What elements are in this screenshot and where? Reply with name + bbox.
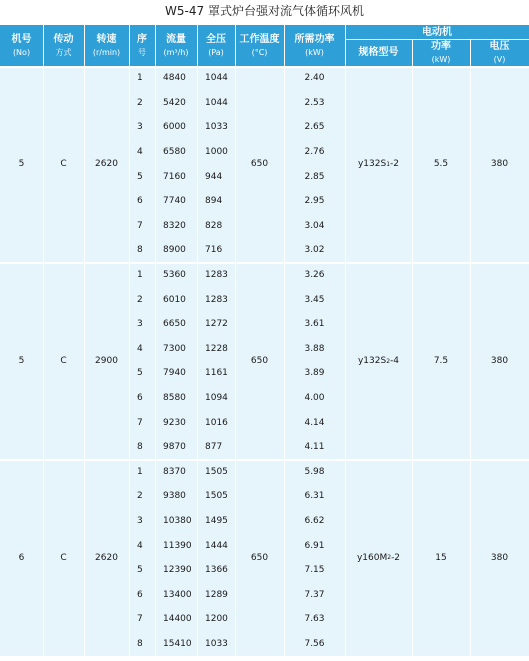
row-seq: 6 — [129, 189, 155, 214]
row-pressure: 1200 — [197, 607, 235, 632]
header-voltage — [470, 39, 529, 66]
row-pressure: 1161 — [197, 361, 235, 386]
header-required-power-unit: (kW) — [305, 47, 324, 57]
row-flow: 6650 — [155, 312, 197, 337]
row-seq: 2 — [129, 91, 155, 116]
group-model-no: 5 — [0, 263, 43, 460]
group-drive-mode: C — [43, 66, 84, 263]
row-pressure: 1094 — [197, 386, 235, 411]
row-pressure: 1366 — [197, 558, 235, 583]
header-speed-label: 转速 — [96, 33, 117, 45]
header-flow-label: 流量 — [165, 33, 186, 45]
row-required-power: 2.95 — [284, 189, 345, 214]
row-flow: 8370 — [155, 460, 197, 485]
row-seq: 7 — [129, 607, 155, 632]
row-required-power: 2.76 — [284, 140, 345, 165]
row-flow: 6580 — [155, 140, 197, 165]
row-pressure: 1505 — [197, 460, 235, 485]
row-seq: 4 — [129, 337, 155, 362]
motor-model-subscript: 1 — [386, 160, 391, 168]
group-temperature: 650 — [235, 66, 284, 263]
header-pressure-label: 全压 — [206, 33, 226, 45]
row-seq: 3 — [129, 509, 155, 534]
header-motor-power-unit: (kW) — [431, 54, 451, 64]
header-drive-mode-unit: 方式 — [55, 47, 72, 57]
header-pressure — [197, 25, 235, 66]
row-flow: 7160 — [155, 164, 197, 189]
row-flow: 6010 — [155, 287, 197, 312]
header-required-power — [284, 25, 345, 66]
header-voltage-unit: (V) — [493, 54, 506, 64]
column-divider — [345, 25, 346, 656]
group-motor-power: 5.5 — [412, 66, 470, 263]
group-model-no: 5 — [0, 66, 43, 263]
motor-model-base: y160M — [356, 552, 388, 563]
row-seq: 3 — [129, 115, 155, 140]
row-flow: 14400 — [155, 607, 197, 632]
row-flow: 11390 — [155, 533, 197, 558]
row-flow: 13400 — [155, 583, 197, 608]
fan-spec-table — [0, 25, 529, 661]
row-seq: 1 — [129, 460, 155, 485]
header-drive-mode — [43, 25, 84, 66]
header-voltage-label: 电压 — [489, 40, 510, 52]
row-required-power: 3.02 — [284, 238, 345, 263]
row-pressure: 1495 — [197, 509, 235, 534]
column-divider — [197, 25, 198, 656]
row-seq: 1 — [129, 66, 155, 91]
row-required-power: 5.98 — [284, 460, 345, 485]
row-pressure: 1289 — [197, 583, 235, 608]
column-divider — [284, 25, 285, 656]
row-seq: 4 — [129, 533, 155, 558]
motor-model-suffix: -2 — [391, 552, 401, 563]
group-model-no: 6 — [0, 460, 43, 657]
row-flow: 9380 — [155, 484, 197, 509]
row-seq: 7 — [129, 410, 155, 435]
header-seq-label: 序 — [137, 33, 147, 45]
header-temperature-label: 工作温度 — [239, 33, 280, 45]
group-motor-model — [345, 460, 412, 657]
motor-model-subscript: 2 — [387, 554, 392, 562]
header-motor-model — [345, 39, 412, 66]
group-voltage: 380 — [470, 66, 529, 263]
motor-model-suffix: -4 — [390, 356, 400, 367]
row-seq: 7 — [129, 214, 155, 239]
row-pressure: 1033 — [197, 115, 235, 140]
row-required-power: 4.11 — [284, 435, 345, 460]
row-seq: 5 — [129, 164, 155, 189]
row-required-power: 6.31 — [284, 484, 345, 509]
group-motor-power: 15 — [412, 460, 470, 657]
row-flow: 5420 — [155, 91, 197, 116]
row-pressure: 828 — [197, 214, 235, 239]
row-seq: 5 — [129, 361, 155, 386]
header-model-no-unit: (No) — [12, 47, 31, 57]
group-speed: 2620 — [84, 460, 129, 657]
header-model-no-label: 机号 — [11, 33, 32, 45]
row-pressure: 944 — [197, 164, 235, 189]
row-required-power: 6.91 — [284, 533, 345, 558]
row-flow: 7940 — [155, 361, 197, 386]
row-seq: 6 — [129, 583, 155, 608]
header-motor-power — [412, 39, 470, 66]
row-flow: 7300 — [155, 337, 197, 362]
row-pressure: 1044 — [197, 91, 235, 116]
row-required-power: 2.65 — [284, 115, 345, 140]
row-flow: 12390 — [155, 558, 197, 583]
motor-model-base: y132S — [357, 159, 387, 170]
column-divider — [43, 25, 44, 656]
header-seq-unit: 号 — [138, 47, 146, 57]
row-seq: 8 — [129, 435, 155, 460]
column-divider — [470, 39, 471, 656]
row-pressure: 1033 — [197, 632, 235, 657]
column-divider — [155, 25, 156, 656]
row-pressure: 1444 — [197, 533, 235, 558]
header-flow-unit: (m³/h) — [163, 47, 189, 57]
row-flow: 8900 — [155, 238, 197, 263]
row-seq: 8 — [129, 238, 155, 263]
row-flow: 15410 — [155, 632, 197, 657]
motor-model-suffix: -2 — [390, 159, 400, 170]
row-flow: 8320 — [155, 214, 197, 239]
group-motor-power: 7.5 — [412, 263, 470, 460]
group-temperature: 650 — [235, 460, 284, 657]
row-seq: 2 — [129, 287, 155, 312]
row-required-power: 3.26 — [284, 263, 345, 288]
header-motor-group: 电动机 — [345, 25, 529, 39]
row-required-power: 3.89 — [284, 361, 345, 386]
header-seq — [129, 25, 155, 66]
row-seq: 5 — [129, 558, 155, 583]
row-pressure: 1228 — [197, 337, 235, 362]
row-required-power: 2.53 — [284, 91, 345, 116]
row-seq: 2 — [129, 484, 155, 509]
row-pressure: 894 — [197, 189, 235, 214]
group-drive-mode: C — [43, 263, 84, 460]
page-title: W5-47 罩式炉台强对流气体循环风机 — [165, 4, 364, 18]
row-required-power: 3.04 — [284, 214, 345, 239]
row-pressure: 877 — [197, 435, 235, 460]
group-divider — [0, 66, 529, 68]
header-pressure-unit: (Pa) — [208, 47, 224, 57]
row-pressure: 1505 — [197, 484, 235, 509]
row-seq: 3 — [129, 312, 155, 337]
column-divider — [412, 39, 413, 656]
row-required-power: 7.15 — [284, 558, 345, 583]
row-flow: 7740 — [155, 189, 197, 214]
row-pressure: 716 — [197, 238, 235, 263]
group-voltage: 380 — [470, 263, 529, 460]
motor-model-subscript: 2 — [386, 357, 391, 365]
row-required-power: 2.40 — [284, 66, 345, 91]
header-speed-unit: (r/min) — [92, 47, 121, 57]
header-speed — [84, 25, 129, 66]
row-seq: 1 — [129, 263, 155, 288]
row-required-power: 7.63 — [284, 607, 345, 632]
row-pressure: 1283 — [197, 263, 235, 288]
header-temperature-unit: (°C) — [251, 47, 268, 57]
column-divider — [84, 25, 85, 656]
row-pressure: 1000 — [197, 140, 235, 165]
row-flow: 4840 — [155, 66, 197, 91]
row-flow: 9230 — [155, 410, 197, 435]
group-drive-mode: C — [43, 460, 84, 657]
group-speed: 2620 — [84, 66, 129, 263]
row-flow: 8580 — [155, 386, 197, 411]
row-flow: 6000 — [155, 115, 197, 140]
row-required-power: 3.61 — [284, 312, 345, 337]
header-flow — [155, 25, 197, 66]
row-flow: 5360 — [155, 263, 197, 288]
row-required-power: 2.85 — [284, 164, 345, 189]
motor-header-divider — [345, 39, 529, 40]
header-drive-mode-label: 传动 — [53, 33, 74, 45]
row-pressure: 1272 — [197, 312, 235, 337]
header-motor-model-label: 规格型号 — [358, 47, 399, 58]
row-pressure: 1044 — [197, 66, 235, 91]
row-seq: 4 — [129, 140, 155, 165]
motor-model-base: y132S — [357, 356, 387, 367]
header-motor-power-label: 功率 — [431, 40, 451, 52]
row-required-power: 4.00 — [284, 386, 345, 411]
group-voltage: 380 — [470, 460, 529, 657]
column-divider — [235, 25, 236, 656]
row-flow: 10380 — [155, 509, 197, 534]
group-speed: 2900 — [84, 263, 129, 460]
group-temperature: 650 — [235, 263, 284, 460]
row-required-power: 6.62 — [284, 509, 345, 534]
row-required-power: 7.56 — [284, 632, 345, 657]
column-divider — [129, 25, 130, 656]
group-divider — [0, 459, 529, 461]
group-divider — [0, 262, 529, 264]
row-seq: 8 — [129, 632, 155, 657]
row-seq: 6 — [129, 386, 155, 411]
row-pressure: 1283 — [197, 287, 235, 312]
group-motor-model — [345, 66, 412, 263]
row-pressure: 1016 — [197, 410, 235, 435]
row-required-power: 3.45 — [284, 287, 345, 312]
row-required-power: 3.88 — [284, 337, 345, 362]
row-required-power: 7.37 — [284, 583, 345, 608]
group-motor-model — [345, 263, 412, 460]
header-model-no — [0, 25, 43, 66]
header-required-power-label: 所需功率 — [294, 33, 335, 45]
row-flow: 9870 — [155, 435, 197, 460]
row-required-power: 4.14 — [284, 410, 345, 435]
header-temperature — [235, 25, 284, 66]
